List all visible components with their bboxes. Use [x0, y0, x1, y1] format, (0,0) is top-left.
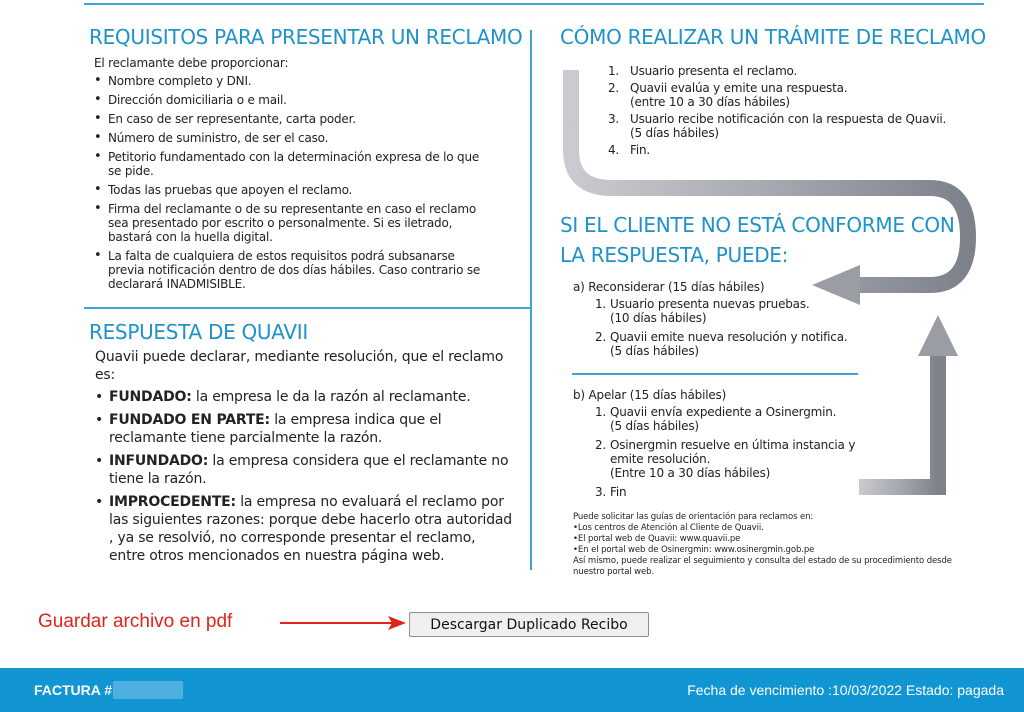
definition: la empresa considera que el reclamante no tiene la razón. [109, 453, 509, 487]
step-text: Osinergmin resuelve en última instancia y emite resolución. [610, 438, 856, 466]
invoice-status: Fecha de vencimiento :10/03/2022 Estado: pagada [687, 682, 1004, 698]
respuesta-title: RESPUESTA DE QUAVII [89, 320, 308, 344]
step-number: 1. [608, 64, 620, 78]
footer-bar [0, 668, 1024, 712]
requisitos-intro: El reclamante debe proporcionar: [94, 56, 289, 70]
step-number: 1. [595, 405, 607, 419]
list-item: • Nombre completo y DNI. [94, 74, 494, 88]
tramite-title: CÓMO REALIZAR UN TRÁMITE DE RECLAMO [560, 25, 986, 49]
list-item [608, 81, 948, 109]
column-divider [530, 30, 532, 570]
definition: la empresa indica que el reclamante tiene parcialmente la razón. [109, 412, 442, 446]
step-duration: (Entre 10 a 30 días hábiles) [610, 466, 771, 480]
option-title: b) Apelar (15 días hábiles) [573, 388, 727, 402]
note-line: •El portal web de Quavii: www.quavii.pe [573, 534, 741, 544]
list-item: • Todas las pruebas que apoyen el reclamo. [94, 183, 494, 197]
step-number: 2. [608, 81, 620, 95]
step-text: Usuario presenta el reclamo. [630, 64, 798, 78]
step-duration: (5 días hábiles) [610, 419, 699, 433]
red-arrow-icon [280, 614, 408, 632]
list-item: • La falta de cualquiera de estos requisitos podrá subsanarse previa notificación dentro de dos días hábiles. Caso contrario se declarará INADMISIBLE. [94, 249, 494, 291]
step-text: Usuario presenta nuevas pruebas. [610, 297, 810, 311]
note-line: •En el portal web de Osinergmin: www.osinergmin.gob.pe [573, 545, 815, 555]
step-text: Quavii evalúa y emite una respuesta. [630, 81, 848, 95]
option-steps [573, 297, 863, 358]
list-item: • Dirección domiciliaria o e mail. [94, 93, 494, 107]
note-line: Así mismo, puede realizar el seguimiento y consulta del estado de su procedimiento desde nuestro portal web. [573, 556, 952, 577]
tramite-steps [608, 64, 948, 160]
orientation-note [573, 512, 953, 578]
step-number: 2. [595, 438, 607, 452]
step-duration: (5 días hábiles) [630, 126, 719, 140]
list-item: • Firma del reclamante o de su representante en caso el reclamo sea presentado por escrito o personalmente. Si es iletrado, bastará con la huella digital. [94, 202, 494, 244]
redacted-invoice-number [113, 681, 183, 699]
list-item [608, 112, 948, 140]
list-item [608, 143, 948, 157]
list-item [608, 64, 948, 78]
step-text: Quavii emite nueva resolución y notifica. [610, 330, 848, 344]
step-text: Usuario recibe notificación con la respuesta de Quavii. [630, 112, 947, 126]
step-duration: (entre 10 a 30 días hábiles) [630, 95, 790, 109]
no-conforme-title: SI EL CLIENTE NO ESTÁ CONFORME CON LA RESPUESTA, PUEDE: [560, 213, 955, 267]
list-item: • Petitorio fundamentado con la determinación expresa de lo que se pide. [94, 150, 494, 178]
section-divider-left [84, 307, 530, 309]
respuesta-section [95, 348, 515, 570]
respuesta-list [95, 388, 515, 565]
note-line: Puede solicitar las guías de orientación para reclamos en: [573, 512, 814, 522]
note-line: •Los centros de Atención al Cliente de Quavii. [573, 523, 764, 533]
step-number: 3. [595, 485, 607, 499]
option-title: a) Reconsiderar (15 días hábiles) [573, 280, 765, 294]
term: IMPROCEDENTE: [109, 494, 236, 510]
invoice-label: FACTURA # [34, 682, 113, 698]
step-number: 3. [608, 112, 620, 126]
list-item [573, 297, 863, 325]
list-item [573, 330, 863, 358]
step-text: Fin. [630, 143, 650, 157]
step-number: 1. [595, 297, 607, 311]
requisitos-section [94, 56, 494, 296]
list-item [573, 485, 863, 499]
option-steps [573, 405, 863, 499]
step-number: 4. [608, 143, 620, 157]
list-item: • En caso de ser representante, carta poder. [94, 112, 494, 126]
step-duration: (5 días hábiles) [610, 344, 699, 358]
term: FUNDADO: [109, 389, 192, 405]
step-number: 2. [595, 330, 607, 344]
term: FUNDADO EN PARTE: [109, 412, 270, 428]
list-item: • Número de suministro, de ser el caso. [94, 131, 494, 145]
list-item [95, 388, 515, 406]
option-apelar [573, 388, 863, 504]
list-item [95, 411, 515, 447]
term: INFUNDADO: [109, 453, 209, 469]
requisitos-list [94, 74, 494, 291]
list-item [95, 452, 515, 488]
respuesta-intro: Quavii puede declarar, mediante resolución, que el reclamo es: [95, 349, 504, 383]
option-reconsiderar [573, 280, 863, 363]
download-duplicate-button[interactable]: Descargar Duplicado Recibo [409, 612, 649, 637]
save-pdf-annotation: Guardar archivo en pdf [38, 611, 233, 632]
list-item [573, 405, 863, 433]
section-divider-right [572, 373, 858, 375]
requisitos-title: REQUISITOS PARA PRESENTAR UN RECLAMO [89, 25, 523, 49]
top-divider [84, 3, 984, 5]
list-item [573, 438, 863, 480]
step-duration: (10 días hábiles) [610, 311, 707, 325]
list-item [95, 493, 515, 565]
step-text: Quavii envía expediente a Osinergmin. [610, 405, 837, 419]
definition: la empresa no evaluará el reclamo por las siguientes razones: porque debe hacerlo otra autoridad , ya se resolvió, no corresponde presentar el reclamo, entre otros mencionados en nuestra página web. [109, 494, 512, 564]
definition: la empresa le da la razón al reclamante. [191, 389, 471, 405]
step-text: Fin [610, 485, 627, 499]
